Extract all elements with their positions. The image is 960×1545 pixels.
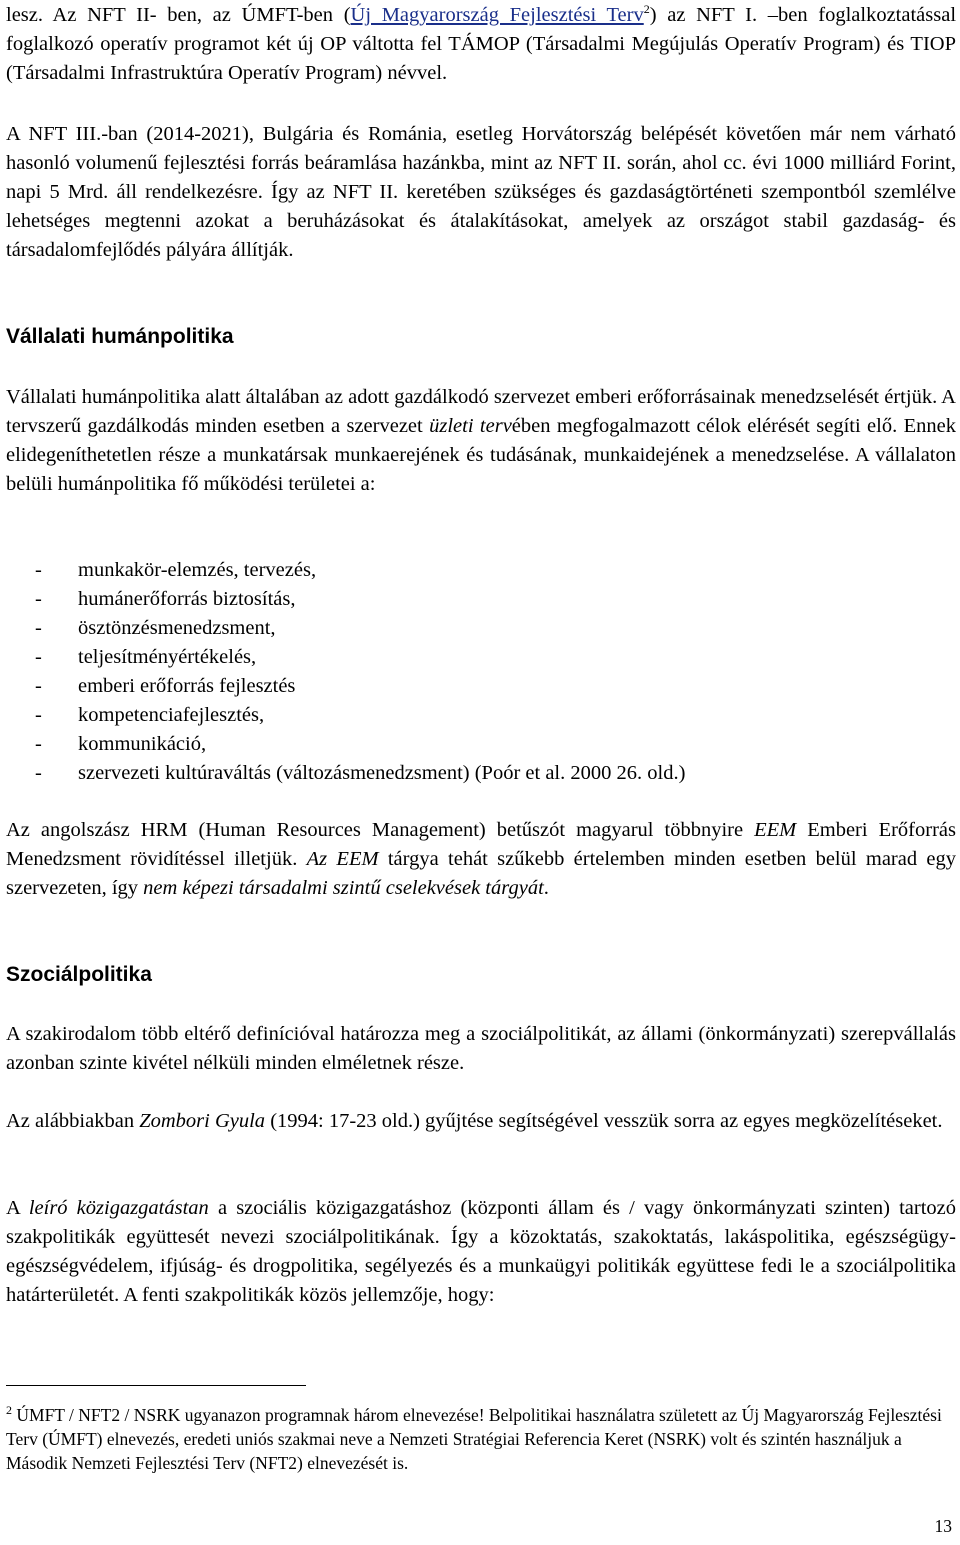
list-item-text: humánerőforrás biztosítás, — [78, 588, 296, 610]
italic-text: EEM — [754, 819, 797, 841]
list-item — [6, 701, 956, 730]
list-marker: - — [35, 617, 42, 639]
italic-text: leíró közigazgatástan — [28, 1197, 209, 1219]
paragraph-text: Emberi Erőforrás Menedzsment rövidítéssel illetjük. — [6, 819, 956, 870]
section-heading-humanpolitika: Vállalati humánpolitika — [6, 325, 234, 348]
list-item-text: szervezeti kultúraváltás (változásmenedzsment) (Poór et al. 2000 26. old.) — [78, 762, 686, 784]
list-marker: - — [35, 588, 42, 610]
paragraph-text: Az angolszász HRM (Human Resources Management) betűszót magyarul többnyire — [6, 819, 755, 841]
list-marker: - — [35, 762, 42, 784]
list-item — [6, 643, 956, 672]
paragraph-text: lesz. Az NFT II- ben, az ÚMFT-ben ( — [6, 4, 351, 26]
list-item-text: munkakör-elemzés, tervezés, — [78, 559, 317, 581]
paragraph-text: a szociális közigazgatáshoz (központi állam és / vagy önkormányzati szinten) tartozó szakpolitikák együttesét nevezi szociálpolitikának. Így a közoktatás, szakoktatás, lakáspolitika, egészségügy- egészségvédelem, ifjúság- és drogpolitika, segélyezés és a munkaügyi politikák együttese fedi le a szociálpolitika határterületét. A fenti szakpolitikák közös jellemzője, hogy: — [6, 1197, 956, 1306]
list-marker: - — [35, 733, 42, 755]
paragraph-hrm — [6, 816, 956, 903]
paragraph-humanpolitika — [6, 383, 956, 499]
list-item-text: teljesítményértékelés, — [78, 646, 257, 668]
list-item — [6, 759, 956, 788]
italic-text: Zombori Gyula — [139, 1110, 266, 1132]
footnote-separator — [6, 1385, 306, 1386]
paragraph-text: . — [543, 877, 549, 899]
paragraph-text: Vállalati humánpolitika alatt általában az adott gazdálkodó szervezet emberi erőforrásainak menedzselését értjük. A tervszerű gazdálkodás minden esetben a szervezet — [6, 386, 956, 437]
humanpolitika-list — [6, 556, 956, 788]
footnote-ref[interactable]: 2 — [643, 2, 650, 17]
paragraph-text: ében megfogalmazott célok elérését segíti elő. Ennek elidegeníthetetlen része a munkatársak munkaerejének és tudásának, munkaidejének a menedzselése. A vállalaton belüli humánpolitika fő működési területei a: — [6, 415, 956, 495]
paragraph-nft3: A NFT III.-ban (2014-2021), Bulgária és Románia, esetleg Horvátország belépését követően már nem várható hasonló volumenű fejlesztési forrás beáramlása hazánkba, mint az NFT II. során, ahol cc. évi 1000 milliárd Forint, napi 5 Mrd. áll rendelkezésre. Így az NFT II. keretében szükséges és gazdaságtörténeti szempontból szemlélve lehetséges megtenni azokat a beruházásokat és átalakításokat, amelyek az országot stabil gazdaság- és társadalomfejlődés pályára állítják. — [6, 123, 956, 261]
list-item — [6, 585, 956, 614]
paragraph-kozigazgatastan — [6, 1194, 956, 1310]
paragraph-szakirodalom: A szakirodalom több eltérő definícióval határozza meg a szociálpolitikát, az állami (önkormányzati) szerepvállalás azonban szinte kivétel nélküli minden elméletnek része. — [6, 1023, 956, 1074]
footnote-text: ÚMFT / NFT2 / NSRK ugyanazon programnak három elnevezése! Belpolitikai használatra született az Új Magyarország Fejlesztési Terv (ÚMFT) elnevezés, eredeti uniós szakmai neve a Nemzeti Stratégiai Referencia Keret (NSRK) volt és szintén használjuk a Második Nemzeti Fejlesztési Terv (NFT2) elnevezését is. — [6, 1405, 942, 1473]
italic-text: Az EEM — [306, 848, 379, 870]
list-marker: - — [35, 704, 42, 726]
paragraph-zombori — [6, 1107, 956, 1136]
list-item — [6, 556, 956, 585]
list-marker: - — [35, 559, 42, 581]
section-heading-szocialpolitika: Szociálpolitika — [6, 963, 152, 986]
footnote — [6, 1403, 956, 1475]
page-number: 13 — [934, 1516, 952, 1536]
paragraph-text: A — [6, 1197, 29, 1219]
list-item — [6, 614, 956, 643]
list-item-text: emberi erőforrás fejlesztés — [78, 675, 296, 697]
paragraph-nft-op — [6, 1, 956, 88]
list-item-text: kompetenciafejlesztés, — [78, 704, 265, 726]
paragraph-text: tárgya tehát szűkebb értelemben minden esetben belül marad egy szervezeten, így — [6, 848, 956, 899]
list-item-text: kommunikáció, — [78, 733, 207, 755]
list-item — [6, 730, 956, 759]
paragraph-text: Az alábbiakban — [6, 1110, 140, 1132]
footnote-number: 2 — [6, 1403, 12, 1418]
italic-text: üzleti terv — [429, 415, 512, 437]
list-item — [6, 672, 956, 701]
paragraph-text: ) az NFT I. –ben foglalkoztatással foglalkozó operatív programot két új OP váltotta fel TÁMOP (Társadalmi Megújulás Operatív Program) és TIOP (Társadalmi Infrastruktúra Operatív Program) névvel. — [6, 4, 957, 84]
paragraph-text: (1994: 17-23 old.) gyűjtése segítségével vesszük sorra az egyes megközelítéseket. — [265, 1110, 943, 1132]
list-marker: - — [35, 675, 42, 697]
list-marker: - — [35, 646, 42, 668]
link-umft[interactable]: Új Magyarország Fejlesztési Terv — [350, 4, 644, 26]
list-item-text: ösztönzésmenedzsment, — [78, 617, 276, 639]
italic-text: nem képezi társadalmi szintű cselekvések tárgyát — [143, 877, 544, 899]
